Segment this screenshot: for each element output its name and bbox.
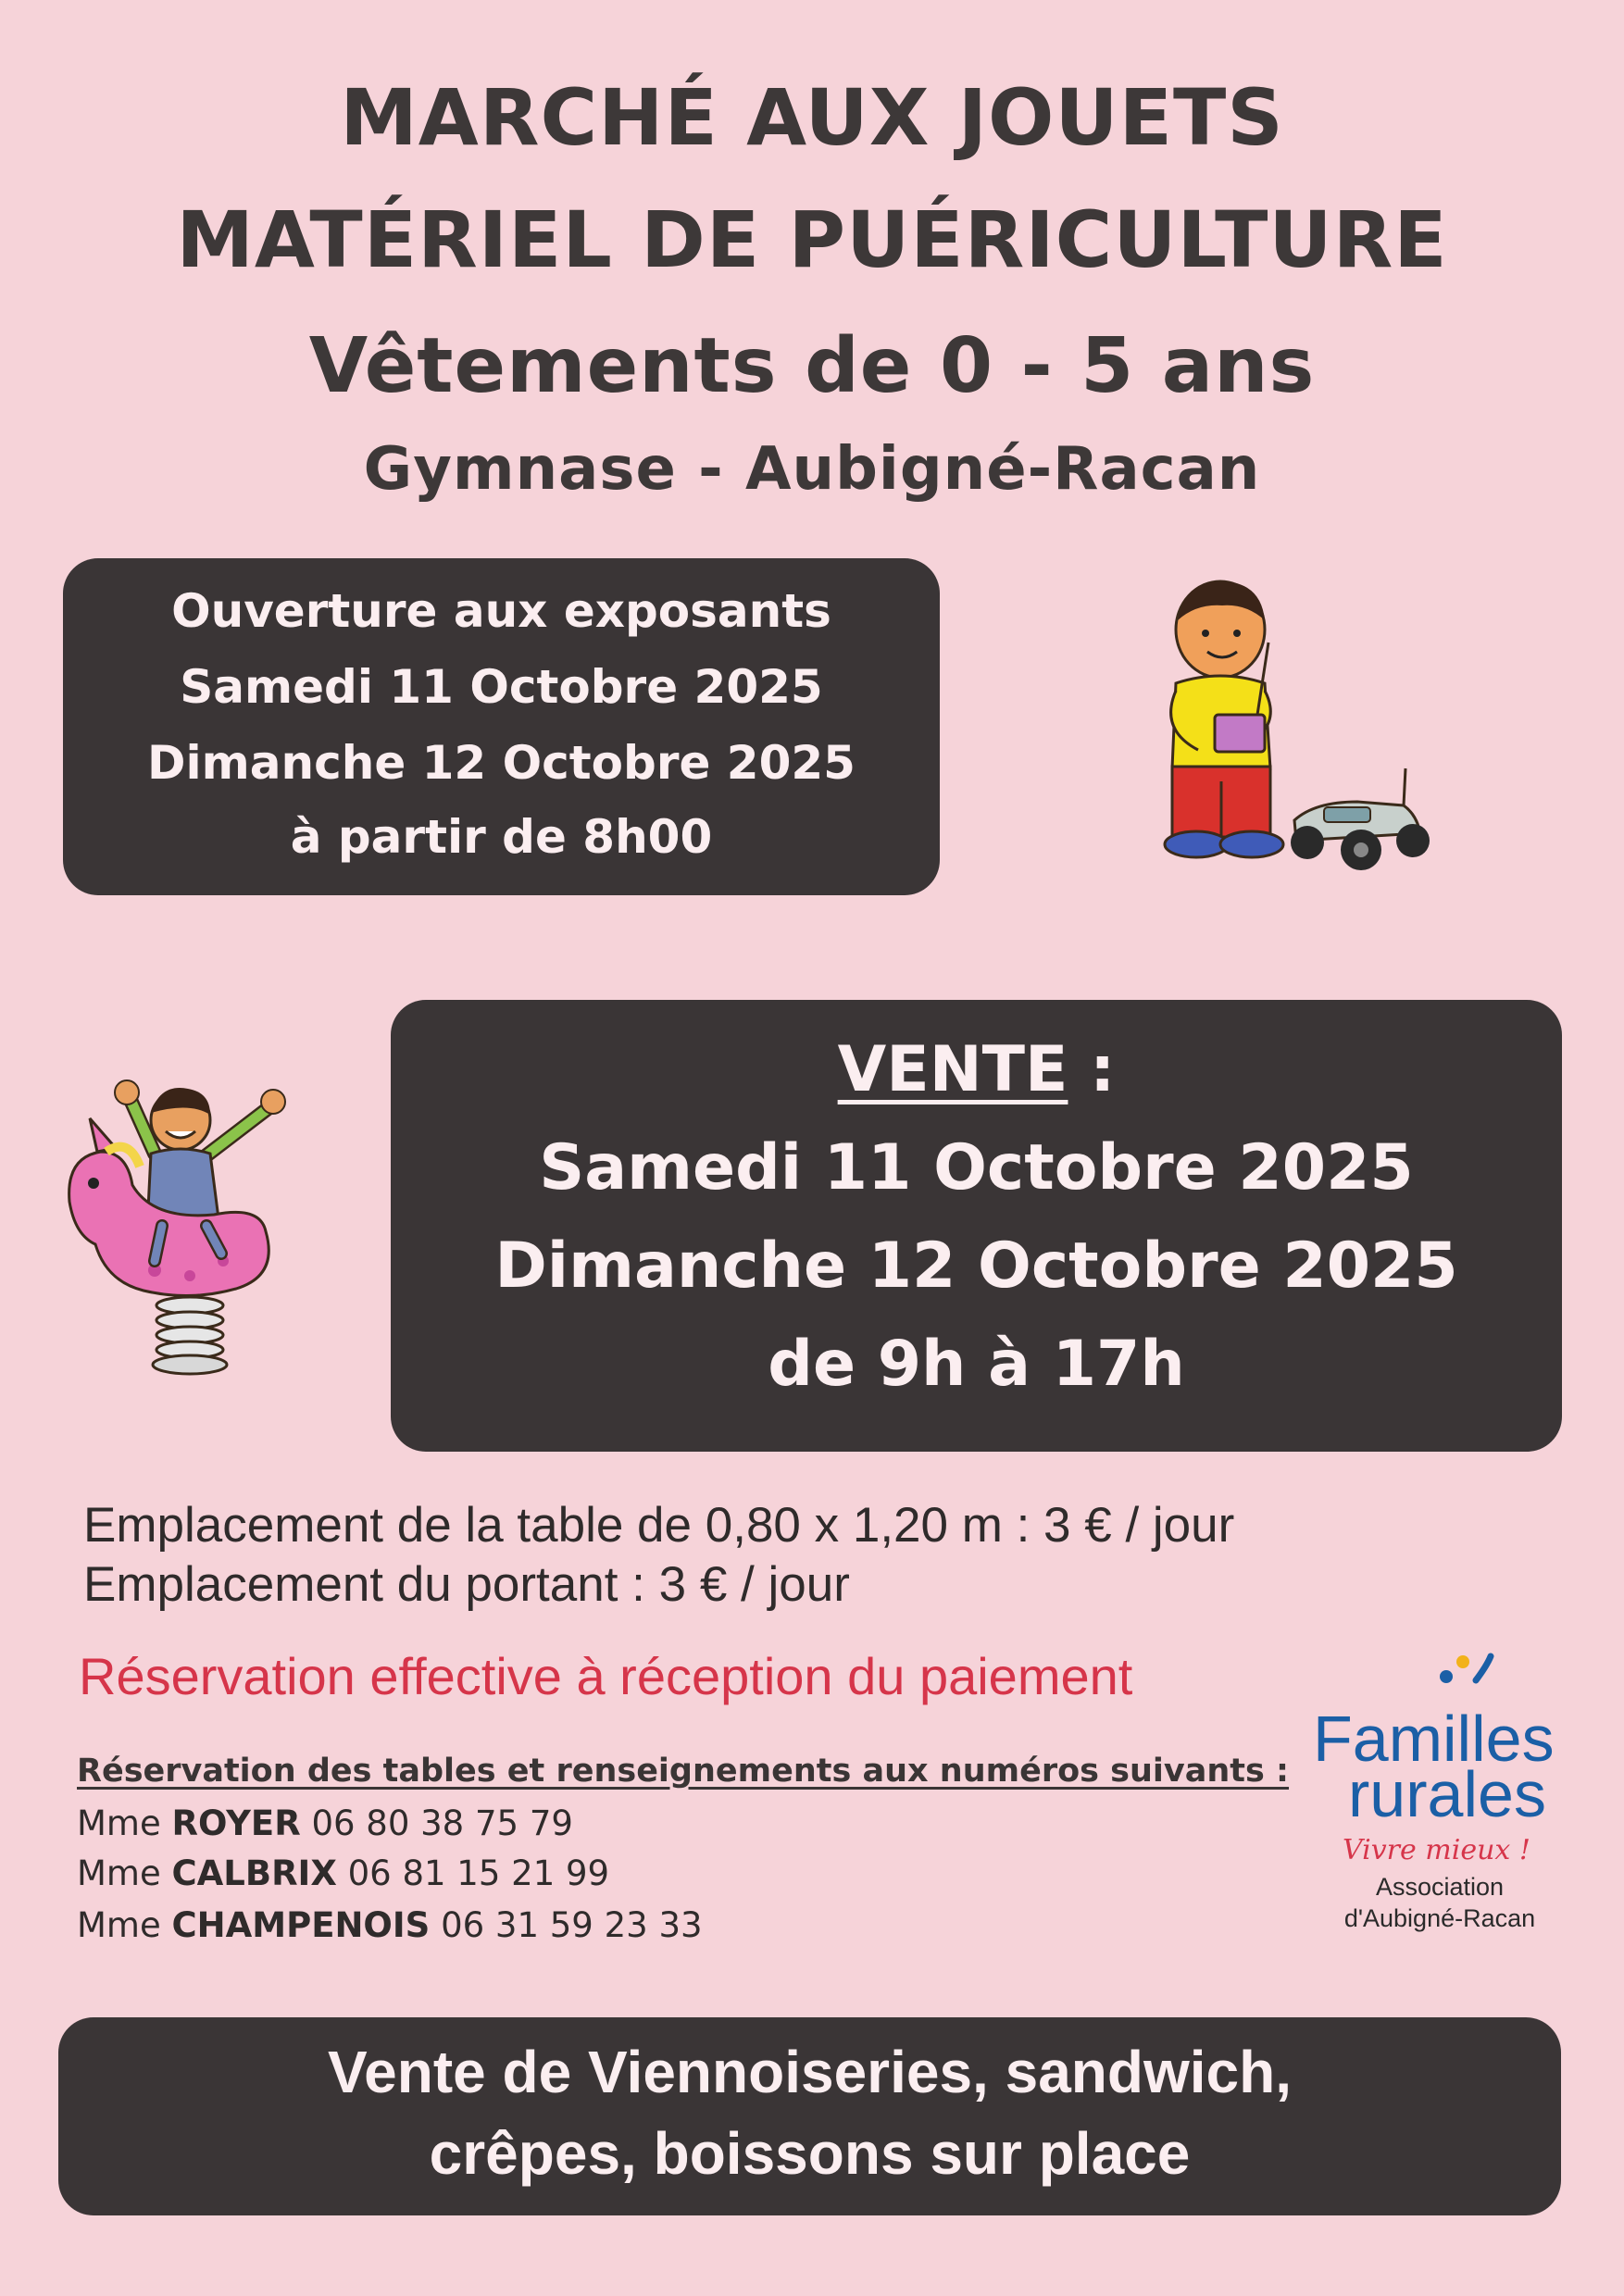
contact-phone: 06 81 15 21 99	[336, 1853, 610, 1893]
reservation-note: Réservation effective à réception du paiement	[79, 1647, 1133, 1705]
title-line-1: MARCHÉ AUX JOUETS	[340, 72, 1284, 163]
exhibitors-line-2: Samedi 11 Octobre 2025	[180, 660, 823, 714]
table-price: Emplacement de la table de 0,80 x 1,20 m : 3 € / jour	[83, 1498, 1235, 1553]
rack-price: Emplacement du portant : 3 € / jour	[83, 1557, 850, 1612]
contact-phone: 06 31 59 23 33	[430, 1905, 703, 1945]
exhibitors-box	[63, 558, 940, 895]
familles-rurales-logo	[1305, 1653, 1574, 1930]
sale-box	[391, 1000, 1562, 1452]
exhibitors-line-1: Ouverture aux exposants	[171, 584, 831, 638]
logo-word-rurales: rurales	[1348, 1758, 1546, 1830]
sale-line-1: Samedi 11 Octobre 2025	[539, 1131, 1414, 1204]
contact-title: Mme	[77, 1853, 172, 1893]
boy-with-rc-car-illustration	[1139, 572, 1444, 892]
location: Gymnase - Aubigné-Racan	[363, 435, 1261, 504]
sale-heading-line	[391, 1033, 1562, 1106]
sale-heading-colon: :	[1068, 1033, 1116, 1106]
logo-association: Association	[1375, 1873, 1505, 1901]
logo-tagline: Vivre mieux !	[1343, 1834, 1530, 1866]
refreshments-box	[58, 2017, 1561, 2215]
sale-line-3: de 9h à 17h	[768, 1328, 1185, 1401]
contact-phone: 06 80 38 75 79	[300, 1803, 573, 1843]
refreshments-line-2: crêpes, boissons sur place	[429, 2120, 1191, 2187]
contact-champenois	[77, 1905, 703, 1945]
title-line-2: MATÉRIEL DE PUÉRICULTURE	[176, 194, 1448, 285]
contact-name: CHAMPENOIS	[171, 1905, 431, 1945]
refreshments-line-1: Vente de Viennoiseries, sandwich,	[328, 2039, 1292, 2105]
exhibitors-line-3: Dimanche 12 Octobre 2025	[147, 736, 856, 790]
logo-word-familles: Familles	[1313, 1703, 1555, 1775]
contact-title: Mme	[77, 1803, 172, 1843]
contact-calbrix	[77, 1853, 609, 1893]
contact-name: CALBRIX	[171, 1853, 337, 1893]
contacts-heading: Réservation des tables et renseignements aux numéros suivants :	[77, 1753, 1290, 1790]
logo-figures-icon	[1435, 1653, 1500, 1708]
sale-line-2: Dimanche 12 Octobre 2025	[494, 1229, 1458, 1303]
child-on-spring-rocking-horse-illustration	[51, 1063, 324, 1379]
contact-name: ROYER	[171, 1803, 301, 1843]
contact-royer	[77, 1803, 573, 1843]
contact-title: Mme	[77, 1905, 172, 1945]
title-line-3: Vêtements de 0 - 5 ans	[308, 322, 1316, 410]
logo-association-place: d'Aubigné-Racan	[1343, 1904, 1536, 1932]
exhibitors-line-4: à partir de 8h00	[290, 810, 713, 864]
sale-heading: VENTE	[837, 1033, 1068, 1106]
